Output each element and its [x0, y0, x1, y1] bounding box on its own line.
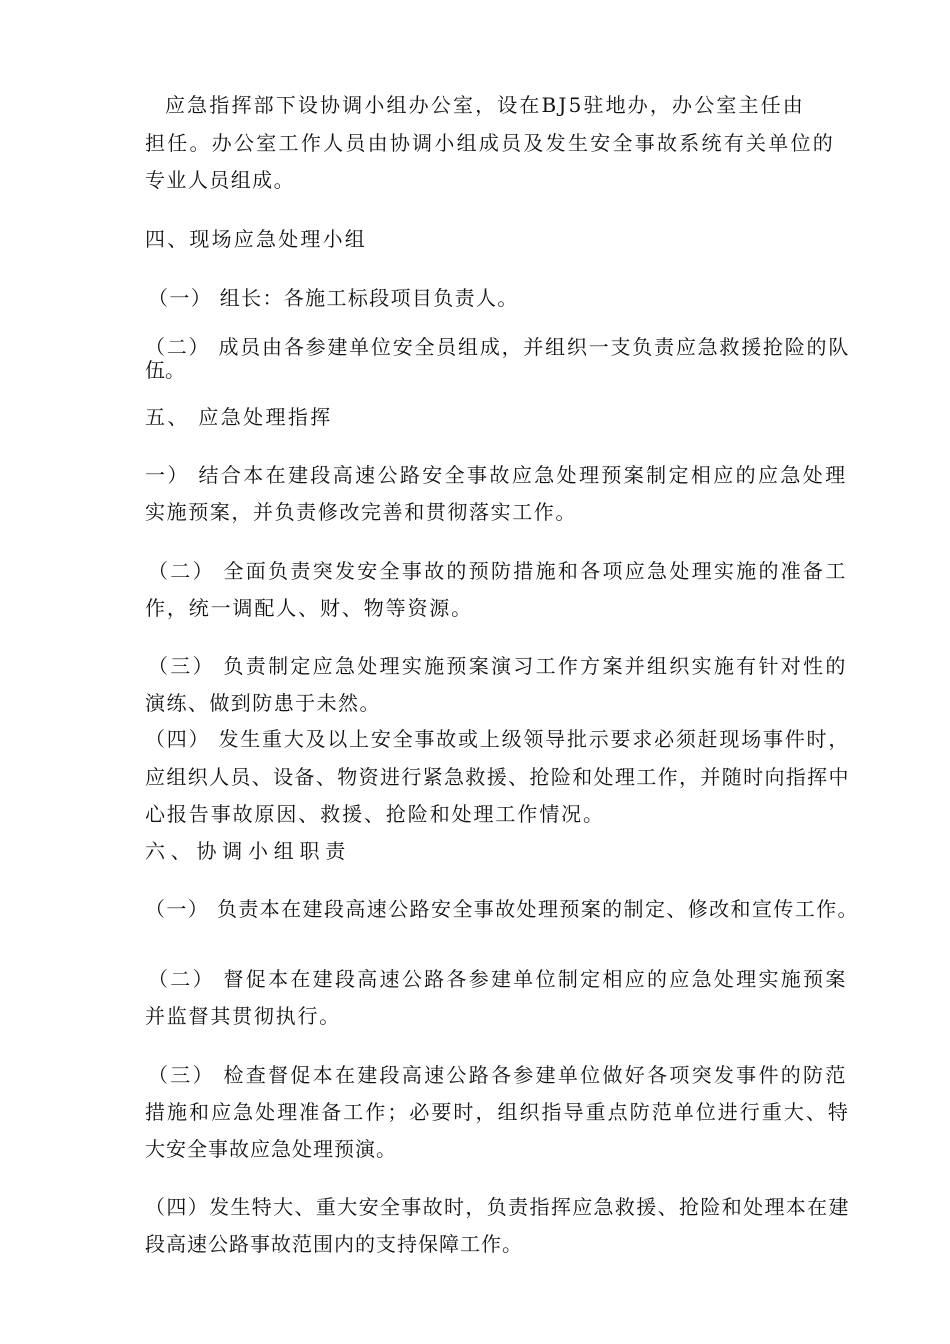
item-5-2-line-2: 作，统一调配人、财、物等资源。 [145, 596, 474, 620]
item-6-3-line-2: 措施和应急处理准备工作；必要时，组织指导重点防范单位进行重大、特 [145, 1100, 850, 1124]
item-4-2-line-1: （二） 成员由各参建单位安全员组成，并组织一支负责应急救援抢险的队 [145, 335, 851, 359]
item-4-2-line-2: 伍。 [145, 358, 185, 382]
item-5-3-line-1: （三） 负责制定应急处理实施预案演习工作方案并组织实施有针对性的 [148, 654, 848, 678]
item-5-1-line-1: 一） 结合本在建段高速公路安全事故应急处理预案制定相应的应急处理 [145, 463, 848, 487]
item-6-2-line-2: 并监督其贯彻执行。 [145, 1004, 342, 1028]
item-4-1: （一） 组长：各施工标段项目负责人。 [148, 286, 519, 310]
item-5-3-line-2: 演练、做到防患于未然。 [145, 691, 381, 715]
para-office-line-3: 专业人员组成。 [145, 168, 296, 192]
item-6-4-line-2: 段高速公路事故范围内的支持保障工作。 [145, 1232, 523, 1256]
item-6-2-line-1: （二） 督促本在建段高速公路各参建单位制定相应的应急处理实施预案 [148, 967, 848, 991]
para-office-line-1: 应急指挥部下设协调小组办公室，设在BJ5驻地办，办公室主任由 [165, 93, 805, 117]
item-6-1: （一） 负责本在建段高速公路安全事故处理预案的制定、修改和宣传工作。 [145, 897, 859, 921]
para-office-line-2: 担任。办公室工作人员由协调小组成员及发生安全事故系统有关单位的 [145, 131, 836, 155]
item-6-3-line-3: 大安全事故应急处理预演。 [145, 1137, 397, 1161]
item-5-2-line-1: （二） 全面负责突发安全事故的预防措施和各项应急处理实施的准备工 [148, 559, 848, 583]
item-6-3-line-1: （三） 检查督促本在建段高速公路各参建单位做好各项突发事件的防范 [148, 1063, 848, 1087]
section-heading-5: 五、 应急处理指挥 [145, 405, 333, 429]
section-heading-6: 六、协调小组职责 [145, 839, 351, 863]
item-5-4-line-3: 心报告事故原因、救援、抢险和处理工作情况。 [145, 802, 605, 826]
section-heading-4: 四、现场应急处理小组 [145, 227, 367, 251]
item-5-1-line-2: 实施预案，并负责修改完善和贯彻落实工作。 [145, 500, 577, 524]
item-5-4-line-1: （四） 发生重大及以上安全事故或上级领导批示要求必须赶现场事件时， [145, 727, 851, 751]
item-6-4-line-1: （四）发生特大、重大安全事故时，负责指挥应急救援、抢险和处理本在建 [145, 1195, 850, 1219]
item-5-4-line-2: 应组织人员、设备、物资进行紧急救援、抢险和处理工作，并随时向指挥中 [145, 765, 850, 789]
